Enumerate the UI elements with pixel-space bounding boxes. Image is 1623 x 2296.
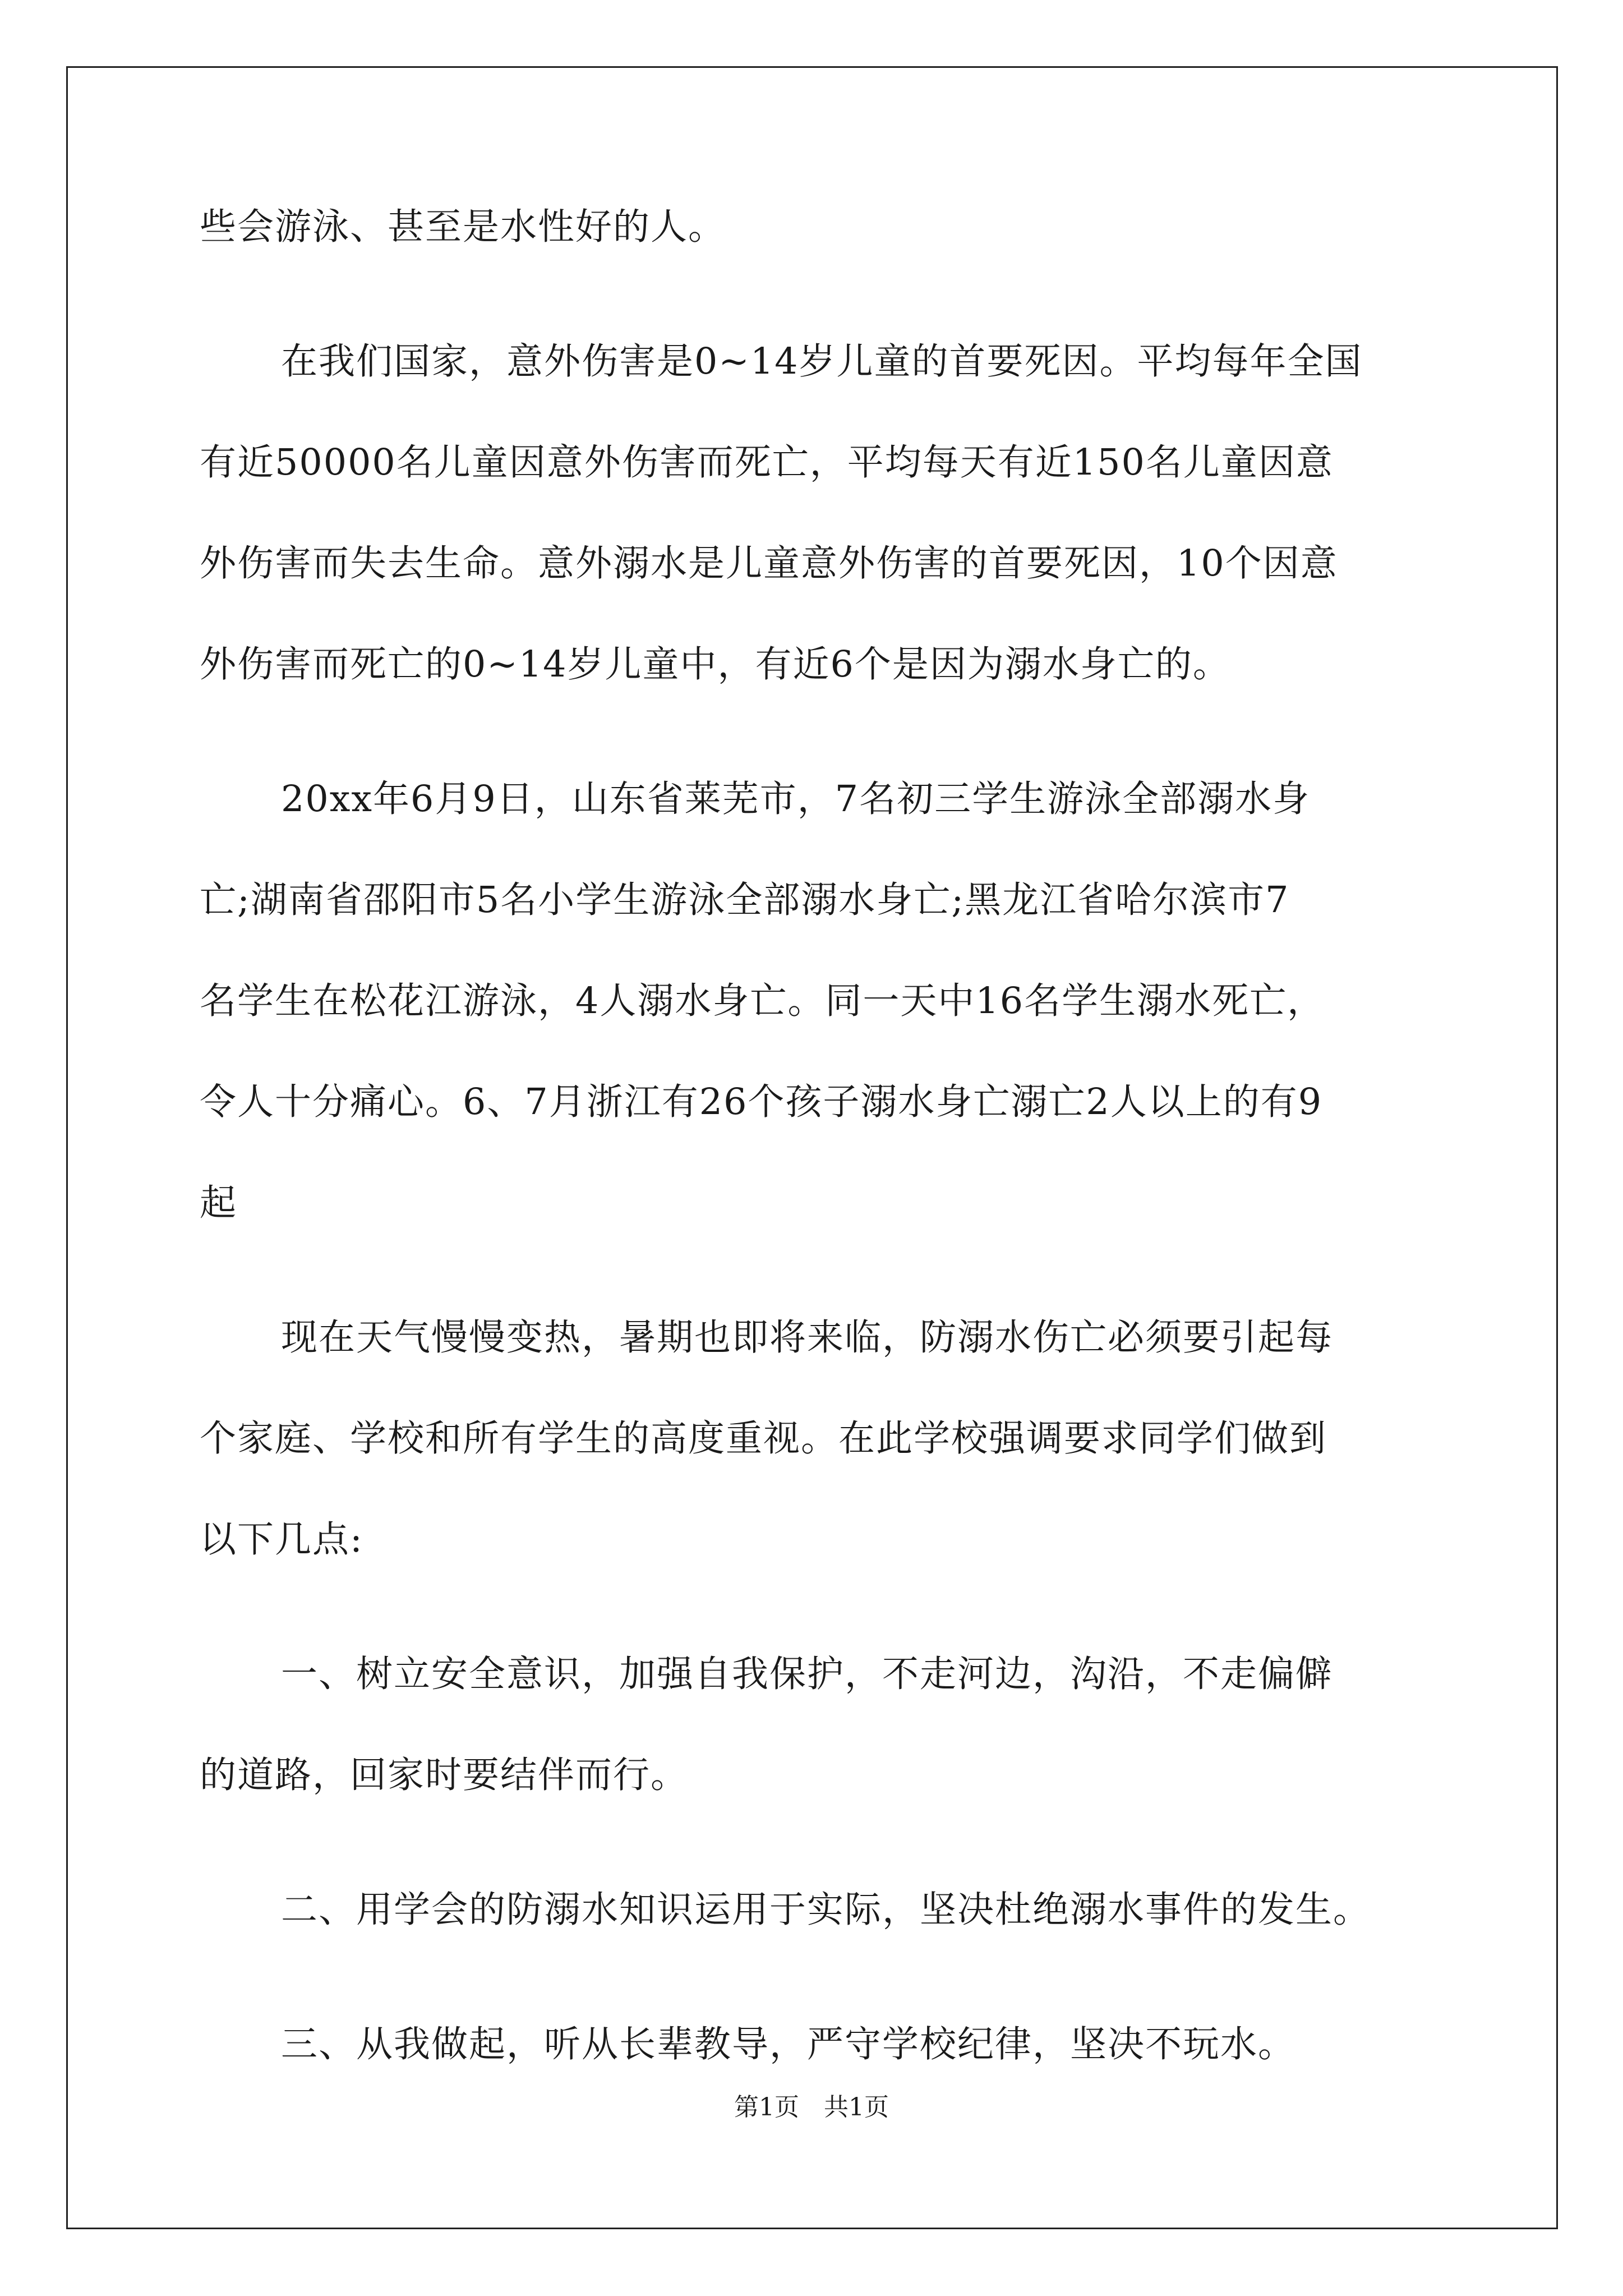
text-line: 在我们国家，意外伤害是0~14岁儿童的首要死因。平均每年全国	[281, 341, 1363, 383]
text-line: 些会游泳、甚至是水性好的人。	[200, 206, 726, 248]
text-line: 个家庭、学校和所有学生的高度重视。在此学校强调要求同学们做到	[200, 1418, 1327, 1460]
text-line: 名学生在松花江游泳，4人溺水身亡。同一天中16名学生溺水死亡，	[200, 980, 1325, 1022]
text-line: 外伤害而死亡的0~14岁儿童中，有近6个是因为溺水身亡的。	[200, 643, 1230, 685]
text-line: 三、从我做起，听从长辈教导，严守学校纪律，坚决不玩水。	[281, 2023, 1296, 2065]
text-line: 起	[200, 1182, 238, 1224]
text-line: 二、用学会的防溺水知识运用于实际，坚决杜绝溺水事件的发生。	[281, 1889, 1371, 1931]
text-line: 的道路，回家时要结伴而行。	[200, 1754, 689, 1796]
text-line: 外伤害而失去生命。意外溺水是儿童意外伤害的首要死因，10个因意	[200, 542, 1338, 585]
text-line: 20xx年6月9日，山东省莱芜市，7名初三学生游泳全部溺水身	[281, 778, 1311, 820]
text-line: 令人十分痛心。6、7月浙江有26个孩子溺水身亡溺亡2人以上的有9	[200, 1081, 1323, 1123]
page-number-footer: 第1页 共1页	[734, 2093, 889, 2122]
text-line: 现在天气慢慢变热，暑期也即将来临，防溺水伤亡必须要引起每	[281, 1317, 1334, 1359]
text-line: 有近50000名儿童因意外伤害而死亡，平均每天有近150名儿童因意	[200, 441, 1334, 484]
text-line: 一、树立安全意识，加强自我保护，不走河边，沟沿，不走偏僻	[281, 1653, 1334, 1695]
text-line: 亡;湖南省邵阳市5名小学生游泳全部溺水身亡;黑龙江省哈尔滨市7	[200, 879, 1290, 921]
text-line: 以下几点:	[200, 1519, 363, 1561]
